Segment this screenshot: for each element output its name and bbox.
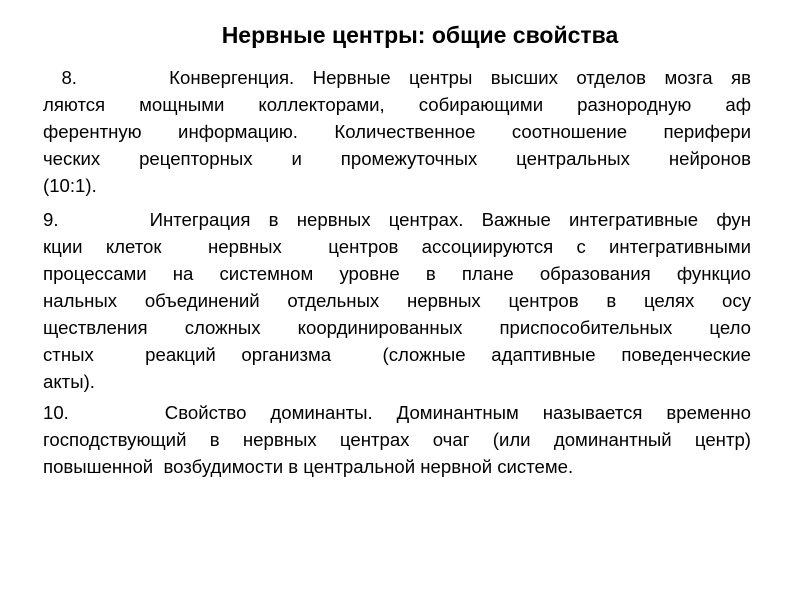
text-line: господствующий в нервных центрах очаг (или доминантный центр) [43, 429, 751, 450]
text-line: 9. Интеграция в нервных центрах. Важные интегративные фун [43, 209, 751, 230]
paragraph-dominant [43, 399, 751, 480]
slide-title: Нервные центры: общие свойства [221, 22, 619, 48]
paragraph-convergence [43, 64, 751, 199]
text-line: процессами на системном уровне в плане образования функцио [43, 263, 751, 284]
text-line: ческих рецепторных и промежуточных центральных нейронов [43, 148, 751, 169]
text-line: повышенной возбудимости в центральной нервной системе. [43, 456, 574, 477]
text-line: нальных объединений отдельных нервных центров в целях осу [43, 290, 751, 311]
paragraph-integration [43, 206, 751, 395]
text-line: акты). [43, 371, 95, 392]
text-line: 10. Свойство доминанты. Доминантным называется временно [43, 402, 751, 423]
text-line: (10:1). [43, 175, 97, 196]
text-line: ляются мощными коллекторами, собирающими разнородную аф [43, 94, 751, 115]
text-line: ществления сложных координированных приспособительных цело [43, 317, 751, 338]
text-line: стных реакций организма (сложные адаптивные поведенческие [43, 344, 751, 365]
text-line: ферентную информацию. Количественное соотношение перифери [43, 121, 751, 142]
text-line: 8. Конвергенция. Нервные центры высших отделов мозга яв [43, 67, 752, 88]
text-line: кции клеток нервных центров ассоциируются с интегративными [43, 236, 751, 257]
